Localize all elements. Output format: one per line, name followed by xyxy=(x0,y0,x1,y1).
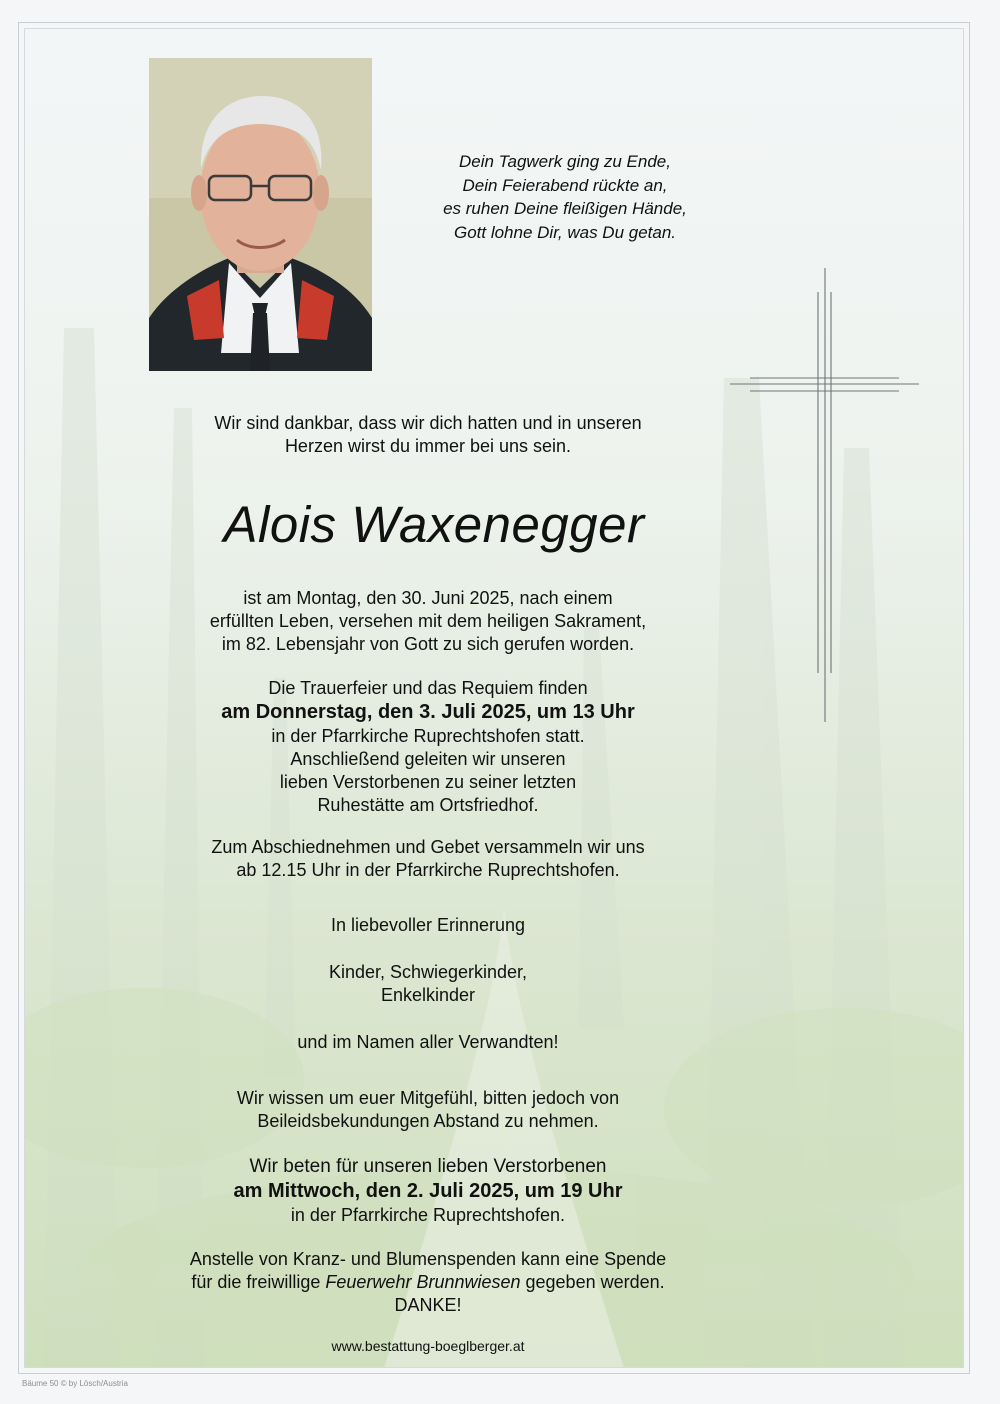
poem-line: Dein Feierabend rückte an, xyxy=(462,175,668,195)
poem-line: Gott lohne Dir, was Du getan. xyxy=(453,222,677,242)
funeral-info xyxy=(128,677,728,817)
farewell-line: Zum Abschiednehmen und Gebet versammeln wir uns xyxy=(211,837,645,857)
prayer-intro: Wir beten für unseren lieben Verstorbenen xyxy=(249,1156,607,1177)
relatives-line xyxy=(128,1031,728,1054)
donation-text: für die freiwillige xyxy=(191,1272,326,1292)
funeral-date: am Donnerstag, den 3. Juli 2025, um 13 Uhr xyxy=(221,701,635,723)
family-line: Enkelkinder xyxy=(380,985,476,1005)
portrait-photo xyxy=(149,58,372,371)
website-link[interactable]: www.bestattung-boeglberger.at xyxy=(331,1338,525,1354)
prayer-info xyxy=(128,1155,728,1227)
donation-recipient: Feuerwehr Brunnwiesen xyxy=(325,1272,521,1292)
cross-icon xyxy=(725,265,925,725)
family-signature xyxy=(128,961,728,1007)
farewell-line: ab 12.15 Uhr in der Pfarrkirche Ruprechtshofen. xyxy=(236,860,620,880)
death-line: erfüllten Leben, versehen mit dem heiligen Sakrament, xyxy=(209,611,647,631)
prayer-location: in der Pfarrkirche Ruprechtshofen. xyxy=(290,1205,566,1225)
deceased-name: Alois Waxenegger xyxy=(223,496,645,553)
farewell-info xyxy=(128,836,728,882)
prayer-date: am Mittwoch, den 2. Juli 2025, um 19 Uhr xyxy=(233,1180,623,1202)
donation-line: Anstelle von Kranz- und Blumenspenden kann eine Spende xyxy=(189,1249,667,1269)
memory-line xyxy=(128,914,728,937)
death-line: im 82. Lebensjahr von Gott zu sich gerufen worden. xyxy=(221,634,635,654)
relatives-text: und im Namen aller Verwandten! xyxy=(297,1032,559,1052)
poem-line: Dein Tagwerk ging zu Ende, xyxy=(458,152,671,171)
funeral-intro: Die Trauerfeier und das Requiem finden xyxy=(268,678,588,698)
memory-text: In liebevoller Erinnerung xyxy=(330,915,526,935)
funeral-line: lieben Verstorbenen zu seiner letzten xyxy=(279,772,577,792)
donation-text: gegeben werden. xyxy=(520,1272,665,1292)
funeral-line: Anschließend geleiten wir unseren xyxy=(290,749,566,769)
donation-note xyxy=(128,1248,728,1317)
copyright-note: Bäume 50 © by Lösch/Austria xyxy=(22,1379,128,1388)
poem xyxy=(390,150,740,244)
intro-text xyxy=(128,412,728,458)
condolence-line: Beileidsbekundungen Abstand zu nehmen. xyxy=(257,1111,599,1131)
family-line: Kinder, Schwiegerkinder, xyxy=(328,962,528,982)
funeral-line: in der Pfarrkirche Ruprechtshofen statt. xyxy=(271,726,585,746)
intro-line: Wir sind dankbar, dass wir dich hatten und in unseren xyxy=(214,413,642,433)
death-line: ist am Montag, den 30. Juni 2025, nach einem xyxy=(243,588,613,608)
poem-line: es ruhen Deine fleißigen Hände, xyxy=(443,199,687,218)
donation-line xyxy=(128,1271,728,1294)
intro-line: Herzen wirst du immer bei uns sein. xyxy=(284,436,572,456)
funeral-line: Ruhestätte am Ortsfriedhof. xyxy=(317,795,539,815)
thanks-text: DANKE! xyxy=(394,1295,462,1315)
condolence-line: Wir wissen um euer Mitgefühl, bitten jedoch von xyxy=(236,1088,620,1108)
condolence-note xyxy=(128,1087,728,1133)
death-announcement xyxy=(128,587,728,656)
